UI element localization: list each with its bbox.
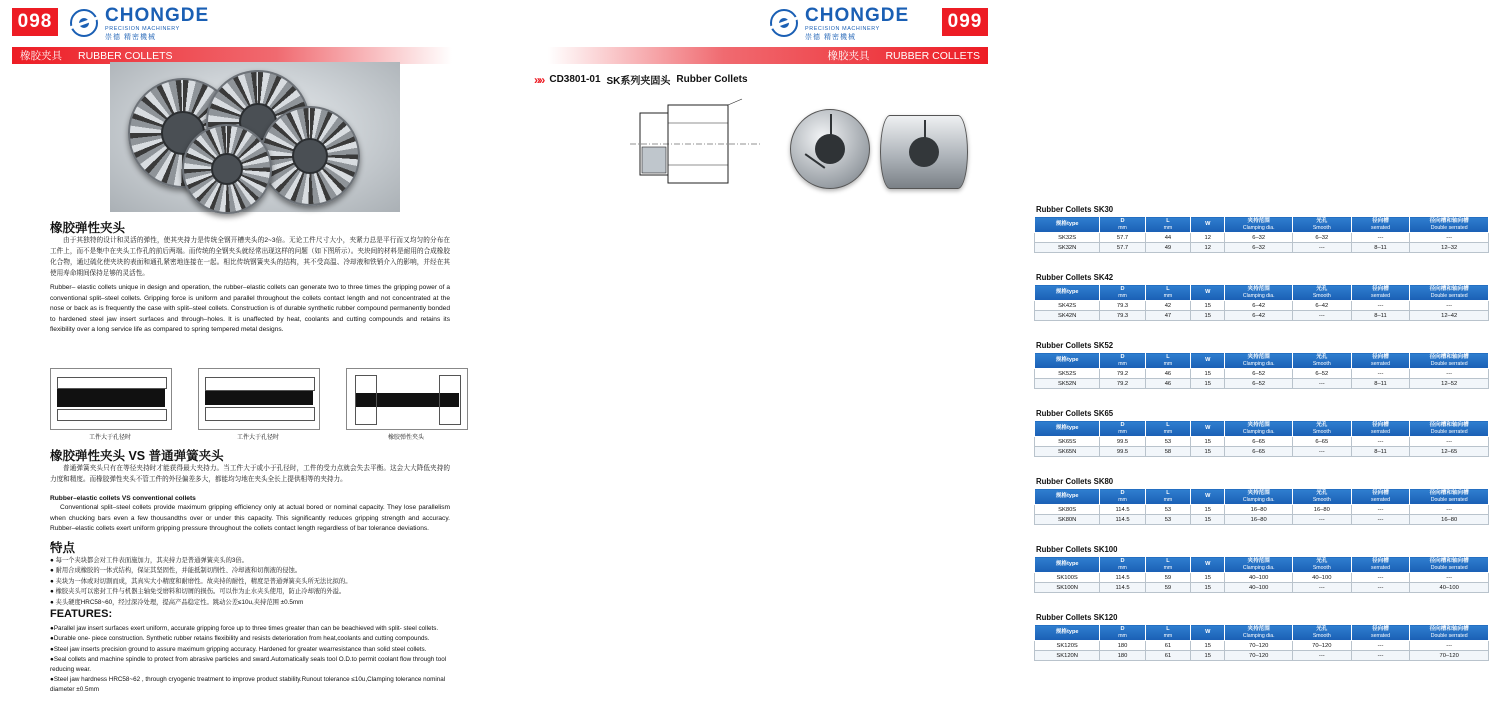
spec-table-sk52: 规格type D mm L mm W 夹持范围 Clamping dia. 光孔 Smooth 径向槽 serrated 径向槽和轴向槽 Double serrated SK52S 79.2 46 15 6–52 6–52 --- --- SK52N 79.2 46 15 6–52 --- 8–11 12–52: [1034, 352, 1489, 389]
table-block-sk42: [1034, 273, 1489, 321]
feature-cn-3: 夹块为一体或对切割而成，其真实大小精度和耐磨性。故夹持的耐性，精度是普通弹簧夹头所无法比拟的。: [55, 577, 352, 585]
table-row: SK32N 57.7 49 12 6–32 --- 8–11 12–32: [1035, 243, 1489, 253]
features-list-cn: ● 每一个夹块都会对工件表面施加力，其夹持力是普通弹簧夹头的3倍。 ● 耐用合成橡胶的一体式结构，保证其坚固性，并能抵制切削性、冷却液和切削液的侵蚀。 ● 夹块为一体或对切割而成，其真实大小精度和耐磨性。故夹持的耐性，精度是普通弹簧夹头所无法比拟的。 ● 橡胶夹头可以密封工件与机器主轴免受磨料和切屑的损伤。可以作为止水夹头使用，防止冷却液的外溢。 ● 夹头硬度HRC58~60，经过深冷处理，提高产品稳定性。跳动公差≤10u,夹持范围 ±0.5mm: [50, 557, 352, 606]
table-row: SK100N 114.5 59 15 40–100 --- --- 40–100: [1035, 583, 1489, 593]
table-row: SK42S 79.3 42 15 6–42 6–42 --- ---: [1035, 301, 1489, 311]
table-block-sk52: [1034, 341, 1489, 389]
left-header: [0, 0, 500, 62]
right-title-bar: [548, 47, 988, 64]
table-row: SK80N 114.5 53 15 16–80 --- --- 16–80: [1035, 515, 1489, 525]
table-block-sk30: [1034, 205, 1489, 253]
right-page: [500, 0, 1469, 707]
right-title-cn: 橡胶夹具: [827, 50, 870, 62]
col-d: D: [1120, 218, 1125, 224]
section-code: CD3801-01: [549, 74, 601, 85]
collet-render-1: [790, 109, 870, 189]
table-caption-sk30: Rubber Collets SK30: [1036, 205, 1114, 214]
feature-en-2: Durable one- piece construction. Synthetic rubber retains flexibility and resists deterioration from heat,coolants and cutting compounds.: [53, 635, 430, 643]
table-caption-sk52: Rubber Collets SK52: [1036, 341, 1114, 350]
col-serrated: 径向槽: [1372, 218, 1389, 224]
table-row: SK80S 114.5 53 15 16–80 16–80 --- ---: [1035, 505, 1489, 515]
table-block-sk80: [1034, 477, 1489, 525]
page-number-left: 098: [12, 8, 58, 36]
chongde-logo-icon: [70, 9, 100, 39]
spec-table-sk42: 规格type D mm L mm W 夹持范围 Clamping dia. 光孔 Smooth 径向槽 serrated 径向槽和轴向槽 Double serrated SK42S 79.3 42 15 6–42 6–42 --- --- SK42N 79.3 47 15 6–42 --- 8–11 12–42: [1034, 284, 1489, 321]
brand-chinese: 崇德 精密機械: [105, 34, 156, 42]
heading-elastic-collet-cn: 橡胶弹性夹头: [50, 221, 126, 235]
table-row: SK52S 79.2 46 15 6–52 6–52 --- ---: [1035, 369, 1489, 379]
right-title-en: RUBBER COLLETS: [885, 49, 980, 62]
heading-features-en: FEATURES:: [50, 608, 113, 620]
logo-left: [70, 6, 209, 42]
chongde-logo-icon-right: [770, 9, 800, 39]
right-header: [500, 0, 1000, 62]
table-block-sk100: [1034, 545, 1489, 593]
collet-image-4: [182, 124, 272, 214]
brand-name-right: CHONGDE: [805, 5, 910, 26]
table-row: SK65S 99.5 53 15 6–65 6–65 --- ---: [1035, 437, 1489, 447]
product-photo: [110, 62, 400, 212]
left-title-cn: 橡胶夹具: [20, 50, 62, 62]
spec-table-sk65: 规格type D mm L mm W 夹持范围 Clamping dia. 光孔 Smooth 径向槽 serrated 径向槽和轴向槽 Double serrated SK65S 99.5 53 15 6–65 6–65 --- --- SK65N 99.5 58 15 6–65 --- 8–11 12–65: [1034, 420, 1489, 457]
paragraph-cn-2: 普通弹簧夹头只有在等径夹持时才能获得最大夹持力。当工件大于或小于孔径时，工件的受力点就会失去平衡。这会大大降低夹持的力度和精度。而橡胶弹性夹头不管工件的外径偏差多大，都能均匀地在夹头全长上提供相等的夹持力。: [50, 465, 450, 483]
table-row: SK42N 79.3 47 15 6–42 --- 8–11 12–42: [1035, 311, 1489, 321]
section-title-cn: SK系列夹固头: [606, 76, 671, 87]
logo-right: [770, 6, 909, 42]
table-row: SK32S 57.7 44 12 6–32 6–32 --- ---: [1035, 233, 1489, 243]
product-drawings: [520, 95, 980, 205]
chevron-right-icon: »»: [534, 72, 544, 87]
spec-table-sk80: 规格type D mm L mm W 夹持范围 Clamping dia. 光孔 Smooth 径向槽 serrated 径向槽和轴向槽 Double serrated SK80S 114.5 53 15 16–80 16–80 --- --- SK80N 114.5 53 15 16–80 --- --- 16–80: [1034, 488, 1489, 525]
diagram-label-2: 工件大于孔径时: [236, 435, 279, 441]
table-block-sk65: [1034, 409, 1489, 457]
feature-cn-4: 橡胶夹头可以密封工件与机器主轴免受磨料和切屑的损伤。可以作为止水夹头使用，防止冷却液的外溢。: [55, 588, 346, 596]
spec-table-sk30: 规格type D mm L mm W 夹持范围 Clamping dia. 光孔 Smooth 径向槽 serrated 径向槽和轴向槽 Double serrated SK32S 57.7 44 12 6–32 6–32 --- --- SK32N 57.7 49 12 6–32 --- 8–11 12–32: [1034, 216, 1489, 253]
feature-cn-1: 每一个夹块都会对工件表面施加力，其夹持力是普通弹簧夹头的3倍。: [55, 557, 248, 564]
feature-en-1: Parallel jaw insert surfaces exert uniform, accurate gripping force up to three times greater than can be beachieved with split- steel collets.: [53, 625, 439, 632]
diagram-3: [346, 368, 468, 430]
table-row: SK100S 114.5 59 15 40–100 40–100 --- ---: [1035, 573, 1489, 583]
section-title-en: Rubber Collets: [676, 74, 748, 85]
features-list-en: ●Parallel jaw insert surfaces exert uniform, accurate gripping force up to three times greater than can be beachieved with split- steel collets. ●Durable one- piece construction. Synthetic rubber retains flexibility and resists deterioration from heat,coolants and cutting compounds. ●Steel jaw inserts precision ground to assure maximum gripping accuracy. Hardened for greater wearresistance than solid steel collets. ●Seal collets and machine spindle to protect from abrasive particles and sward.Automatically seals tool O.D.to permit coolant flow through tool reducing wear. ●Steel jaw hardness HRC58~62 , through cryogenic treatment to improve product stability.Runout tolerance ≤10u,Clamping tolerance nominal diameter ±0.5mm: [50, 625, 447, 693]
col-double: 径向槽和轴向槽: [1429, 218, 1469, 224]
table-block-sk120: [1034, 613, 1489, 661]
left-page: [0, 0, 500, 707]
diagram-label-1: 工件大于孔径时: [88, 435, 131, 441]
col-w: W: [1205, 221, 1211, 228]
brand-subtitle: PRECISION MACHINERY: [105, 26, 180, 32]
table-caption-sk80: Rubber Collets SK80: [1036, 477, 1114, 486]
paragraph-en-2: Conventional split–steel collets provide maximum gripping efficiency only at actual bored or nominal capacity. They lose parallelism when chucking bars even a few thousandths over or under this capacity. This significantly reduces gripping strength and accuracy. Rubber–elastic collets exert uniform gripping pressure throughout the collets contact length regardless of bar tolerance deviations.: [50, 504, 450, 533]
table-row: SK120N 180 61 15 70–120 --- --- 70–120: [1035, 651, 1489, 661]
section-heading: [534, 72, 748, 87]
paragraph-cn-1: 由于其独特的设计和灵活的弹性，使其夹持力是传统全钢开槽夹头的2~3倍。无论工件尺寸大小，夹紧力总是平行而又均匀的分布在工件上，而不是集中在夹头工作孔的前后两端。而传统的全钢夹头就经常出现这样的问题（如下图所示）。夹块间的材料是耐用的合成橡胶化合物，通过硫化使夹块的表面和通孔紧密地连接在一起。相比传统钢簧夹头的结构，其不受高温、冷却液和铁销介入的影响，并经在其使用寿命期间保持足够的灵活性。: [50, 237, 450, 277]
brand-chinese-right: 崇德 精密機械: [805, 34, 856, 42]
table-caption-sk42: Rubber Collets SK42: [1036, 273, 1114, 282]
diagram-1: [50, 368, 172, 430]
feature-en-3: Steel jaw inserts precision ground to assure maximum gripping accuracy. Hardened for greater wearresistance than solid steel collets.: [53, 645, 427, 653]
feature-cn-2: 耐用合成橡胶的一体式结构，保证其坚固性，并能抵制切削性、冷却液和切削液的侵蚀。: [55, 567, 302, 575]
col-clamp: 夹持范围: [1247, 218, 1270, 224]
feature-cn-5: 夹头硬度HRC58~60，经过深冷处理，提高产品稳定性。跳动公差≤10u,夹持范围 ±0.5mm: [55, 598, 304, 606]
diagram-2: [198, 368, 320, 430]
table-caption-sk120: Rubber Collets SK120: [1036, 613, 1118, 622]
heading-comparison-cn: 橡胶弹性夹头 VS 普通弹簧夹头: [50, 449, 224, 463]
paragraph-en-1: Rubber– elastic collets unique in design and operation, the rubber–elastic collets can generate two to three times the gripping power of a conventional split–steel collets. Gripping force is uniform and parallel throughout the collets contact length and not concentrated at the nose or back as is frequently the case with split–steel collets. Construction is of durable synthetic rubber compound permanently bonded to hardened steel jaw insert surfaces and through–holes. It is unaffected by heat, coolants and cutting compounds and retains its flexibility over a long service life as compared to spring tempered metal designs.: [50, 284, 450, 334]
spec-table-sk120: 规格type D mm L mm W 夹持范围 Clamping dia. 光孔 Smooth 径向槽 serrated 径向槽和轴向槽 Double serrated SK120S 180 61 15 70–120 70–120 --- --- SK120N 180 61 15 70–120 --- --- 70–120: [1034, 624, 1489, 661]
brand-name: CHONGDE: [105, 5, 210, 26]
heading-comparison-en: Rubber–elastic collets VS conventional collets: [50, 495, 196, 502]
table-caption-sk65: Rubber Collets SK65: [1036, 409, 1114, 418]
section-elastic-collet: [50, 218, 450, 236]
collet-image-3: [260, 106, 360, 206]
feature-en-4: Seal collets and machine spindle to protect from abrasive particles and sward.Automatically seals tool O.D.to permit coolant flow through tool reducing wear.: [50, 656, 447, 673]
page-number-right: 099: [942, 8, 988, 36]
col-smooth: 光孔: [1316, 218, 1328, 224]
brand-subtitle-right: PRECISION MACHINERY: [805, 26, 880, 32]
table-row: SK65N 99.5 58 15 6–65 --- 8–11 12–65: [1035, 447, 1489, 457]
col-l: L: [1166, 218, 1170, 224]
heading-features-cn: 特点: [50, 541, 76, 555]
collet-render-2: [880, 115, 968, 189]
table-row: SK120S 180 61 15 70–120 70–120 --- ---: [1035, 641, 1489, 651]
left-title-en: RUBBER COLLETS: [78, 49, 173, 62]
technical-drawing: [630, 95, 780, 200]
table-row: SK52N 79.2 46 15 6–52 --- 8–11 12–52: [1035, 379, 1489, 389]
col-type: 规格type: [1055, 221, 1079, 228]
table-caption-sk100: Rubber Collets SK100: [1036, 545, 1118, 554]
spec-table-sk100: 规格type D mm L mm W 夹持范围 Clamping dia. 光孔 Smooth 径向槽 serrated 径向槽和轴向槽 Double serrated SK100S 114.5 59 15 40–100 40–100 --- --- SK100N 114.5 59 15 40–100 --- --- 40–100: [1034, 556, 1489, 593]
feature-en-5: Steel jaw hardness HRC58~62 , through cryogenic treatment to improve product stability.Runout tolerance ≤10u,Clamping tolerance nominal diameter ±0.5mm: [50, 676, 446, 693]
diagram-label-3: 橡胶弹性夹头: [387, 435, 424, 441]
